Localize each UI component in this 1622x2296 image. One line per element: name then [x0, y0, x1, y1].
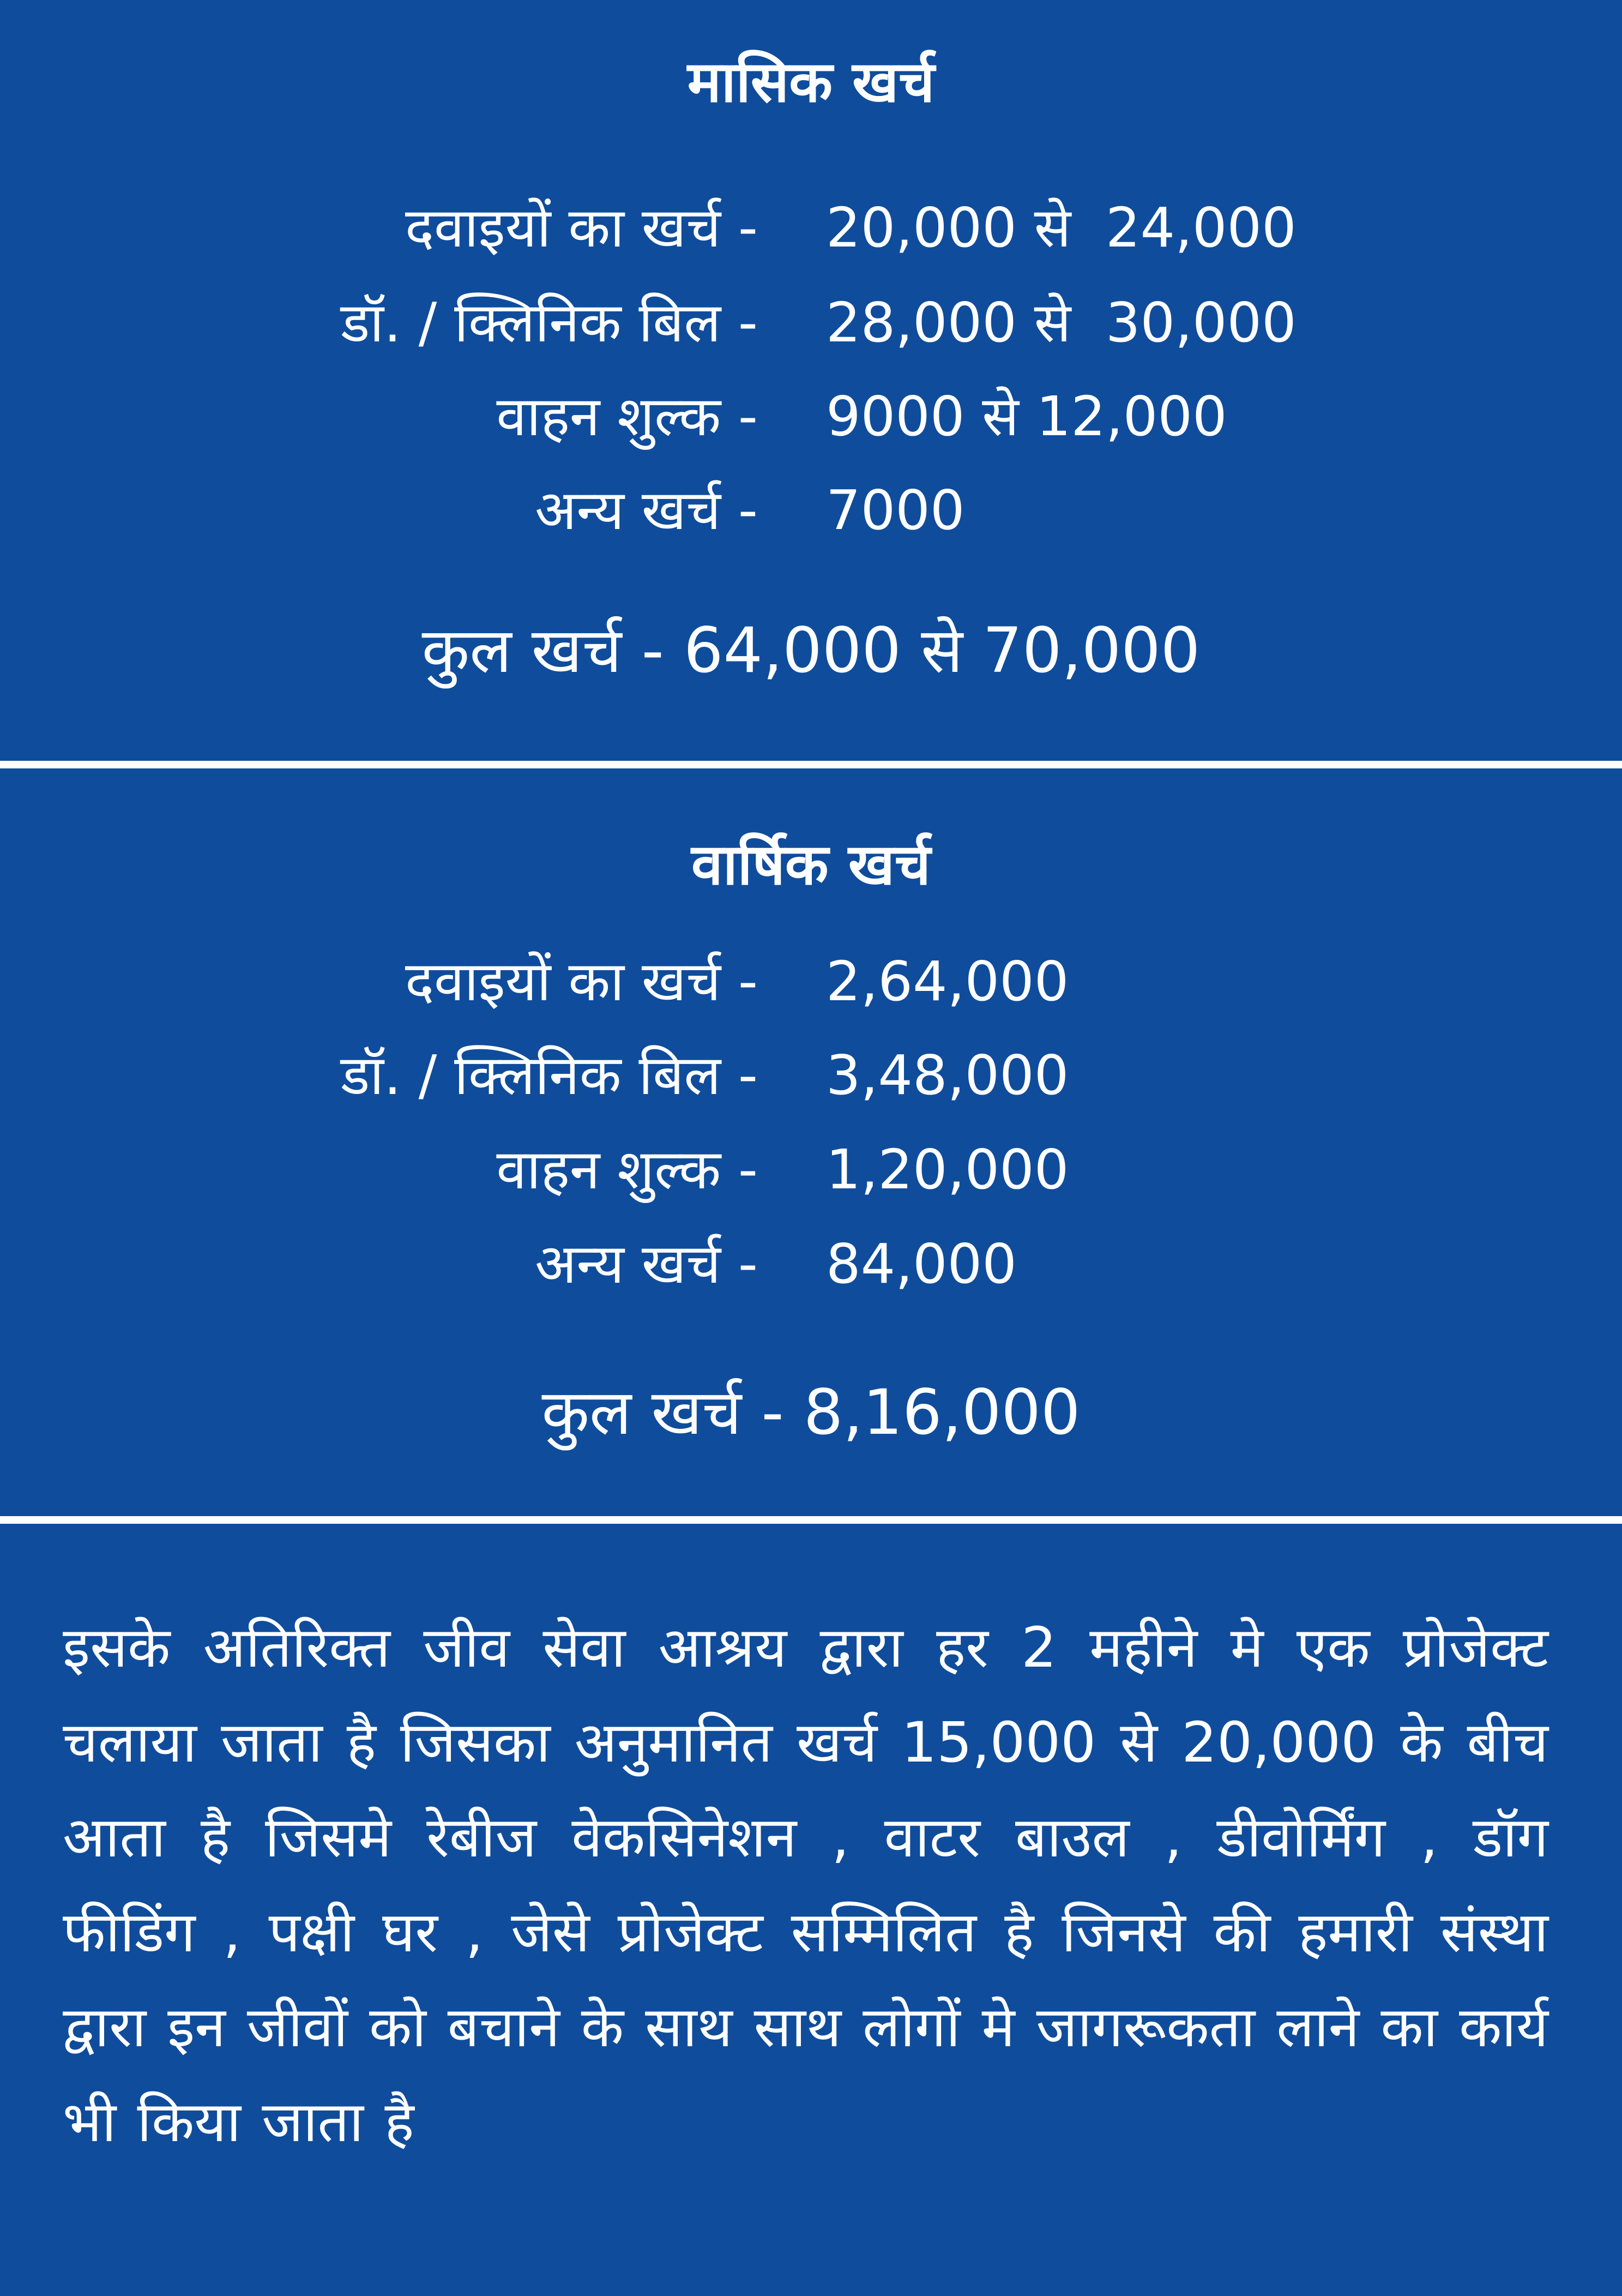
project-note: इसके अतिरिक्त जीव सेवा आश्रय द्वारा हर 2 महीने मे एक प्रोजेक्ट चलाया जाता है जिसका अनुमानित खर्च 15,000 से 20,000 के बीच आता है जिसमे रेबीज वेकसिनेशन , वाटर बाउल , डीवोर्मिंग , डॉग फीडिंग , पक्षी घर , जेसे प्रोजेक्ट सम्मिलित है जिनसे की हमारी संस्था द्वारा इन जीवों को बचाने के साथ साथ लोगों मे जागरूकता लाने का कार्य भी किया जाता है	[63, 1615, 1548, 2155]
monthly-title: मासिक खर्च	[687, 49, 935, 115]
yearly-total: कुल खर्च - 8,16,000	[541, 1376, 1081, 1448]
monthly-row-clinic	[0, 285, 1622, 361]
row-label: डॉ. / क्लिनिक बिल -	[340, 1043, 758, 1107]
yearly-row-vehicle	[0, 1132, 1622, 1208]
row-value: 28,000 से 30,000	[826, 291, 1297, 354]
row-label: दवाइयों का खर्च -	[405, 196, 758, 260]
row-value: 1,20,000	[826, 1138, 1069, 1201]
row-label: अन्य खर्च -	[535, 1232, 758, 1296]
row-value: 84,000	[826, 1232, 1017, 1296]
row-value: 7000	[826, 478, 965, 542]
row-label: अन्य खर्च -	[535, 478, 758, 542]
monthly-row-other	[0, 472, 1622, 549]
yearly-title: वार्षिक खर्च	[691, 831, 931, 898]
row-value: 9000 से 12,000	[826, 384, 1227, 448]
yearly-row-medicine	[0, 943, 1622, 1020]
section-divider	[0, 1516, 1622, 1524]
row-label: वाहन शुल्क -	[496, 384, 758, 448]
monthly-row-vehicle	[0, 378, 1622, 455]
monthly-total: कुल खर्च - 64,000 से 70,000	[421, 614, 1201, 687]
row-value: 2,64,000	[826, 949, 1069, 1013]
section-divider	[0, 761, 1622, 768]
monthly-row-medicine	[0, 190, 1622, 266]
row-value: 20,000 से 24,000	[826, 196, 1297, 260]
yearly-row-other	[0, 1226, 1622, 1302]
row-value: 3,48,000	[826, 1043, 1069, 1107]
yearly-row-clinic	[0, 1037, 1622, 1114]
row-label: डॉ. / क्लिनिक बिल -	[340, 291, 758, 354]
row-label: वाहन शुल्क -	[496, 1138, 758, 1201]
row-label: दवाइयों का खर्च -	[405, 949, 758, 1013]
